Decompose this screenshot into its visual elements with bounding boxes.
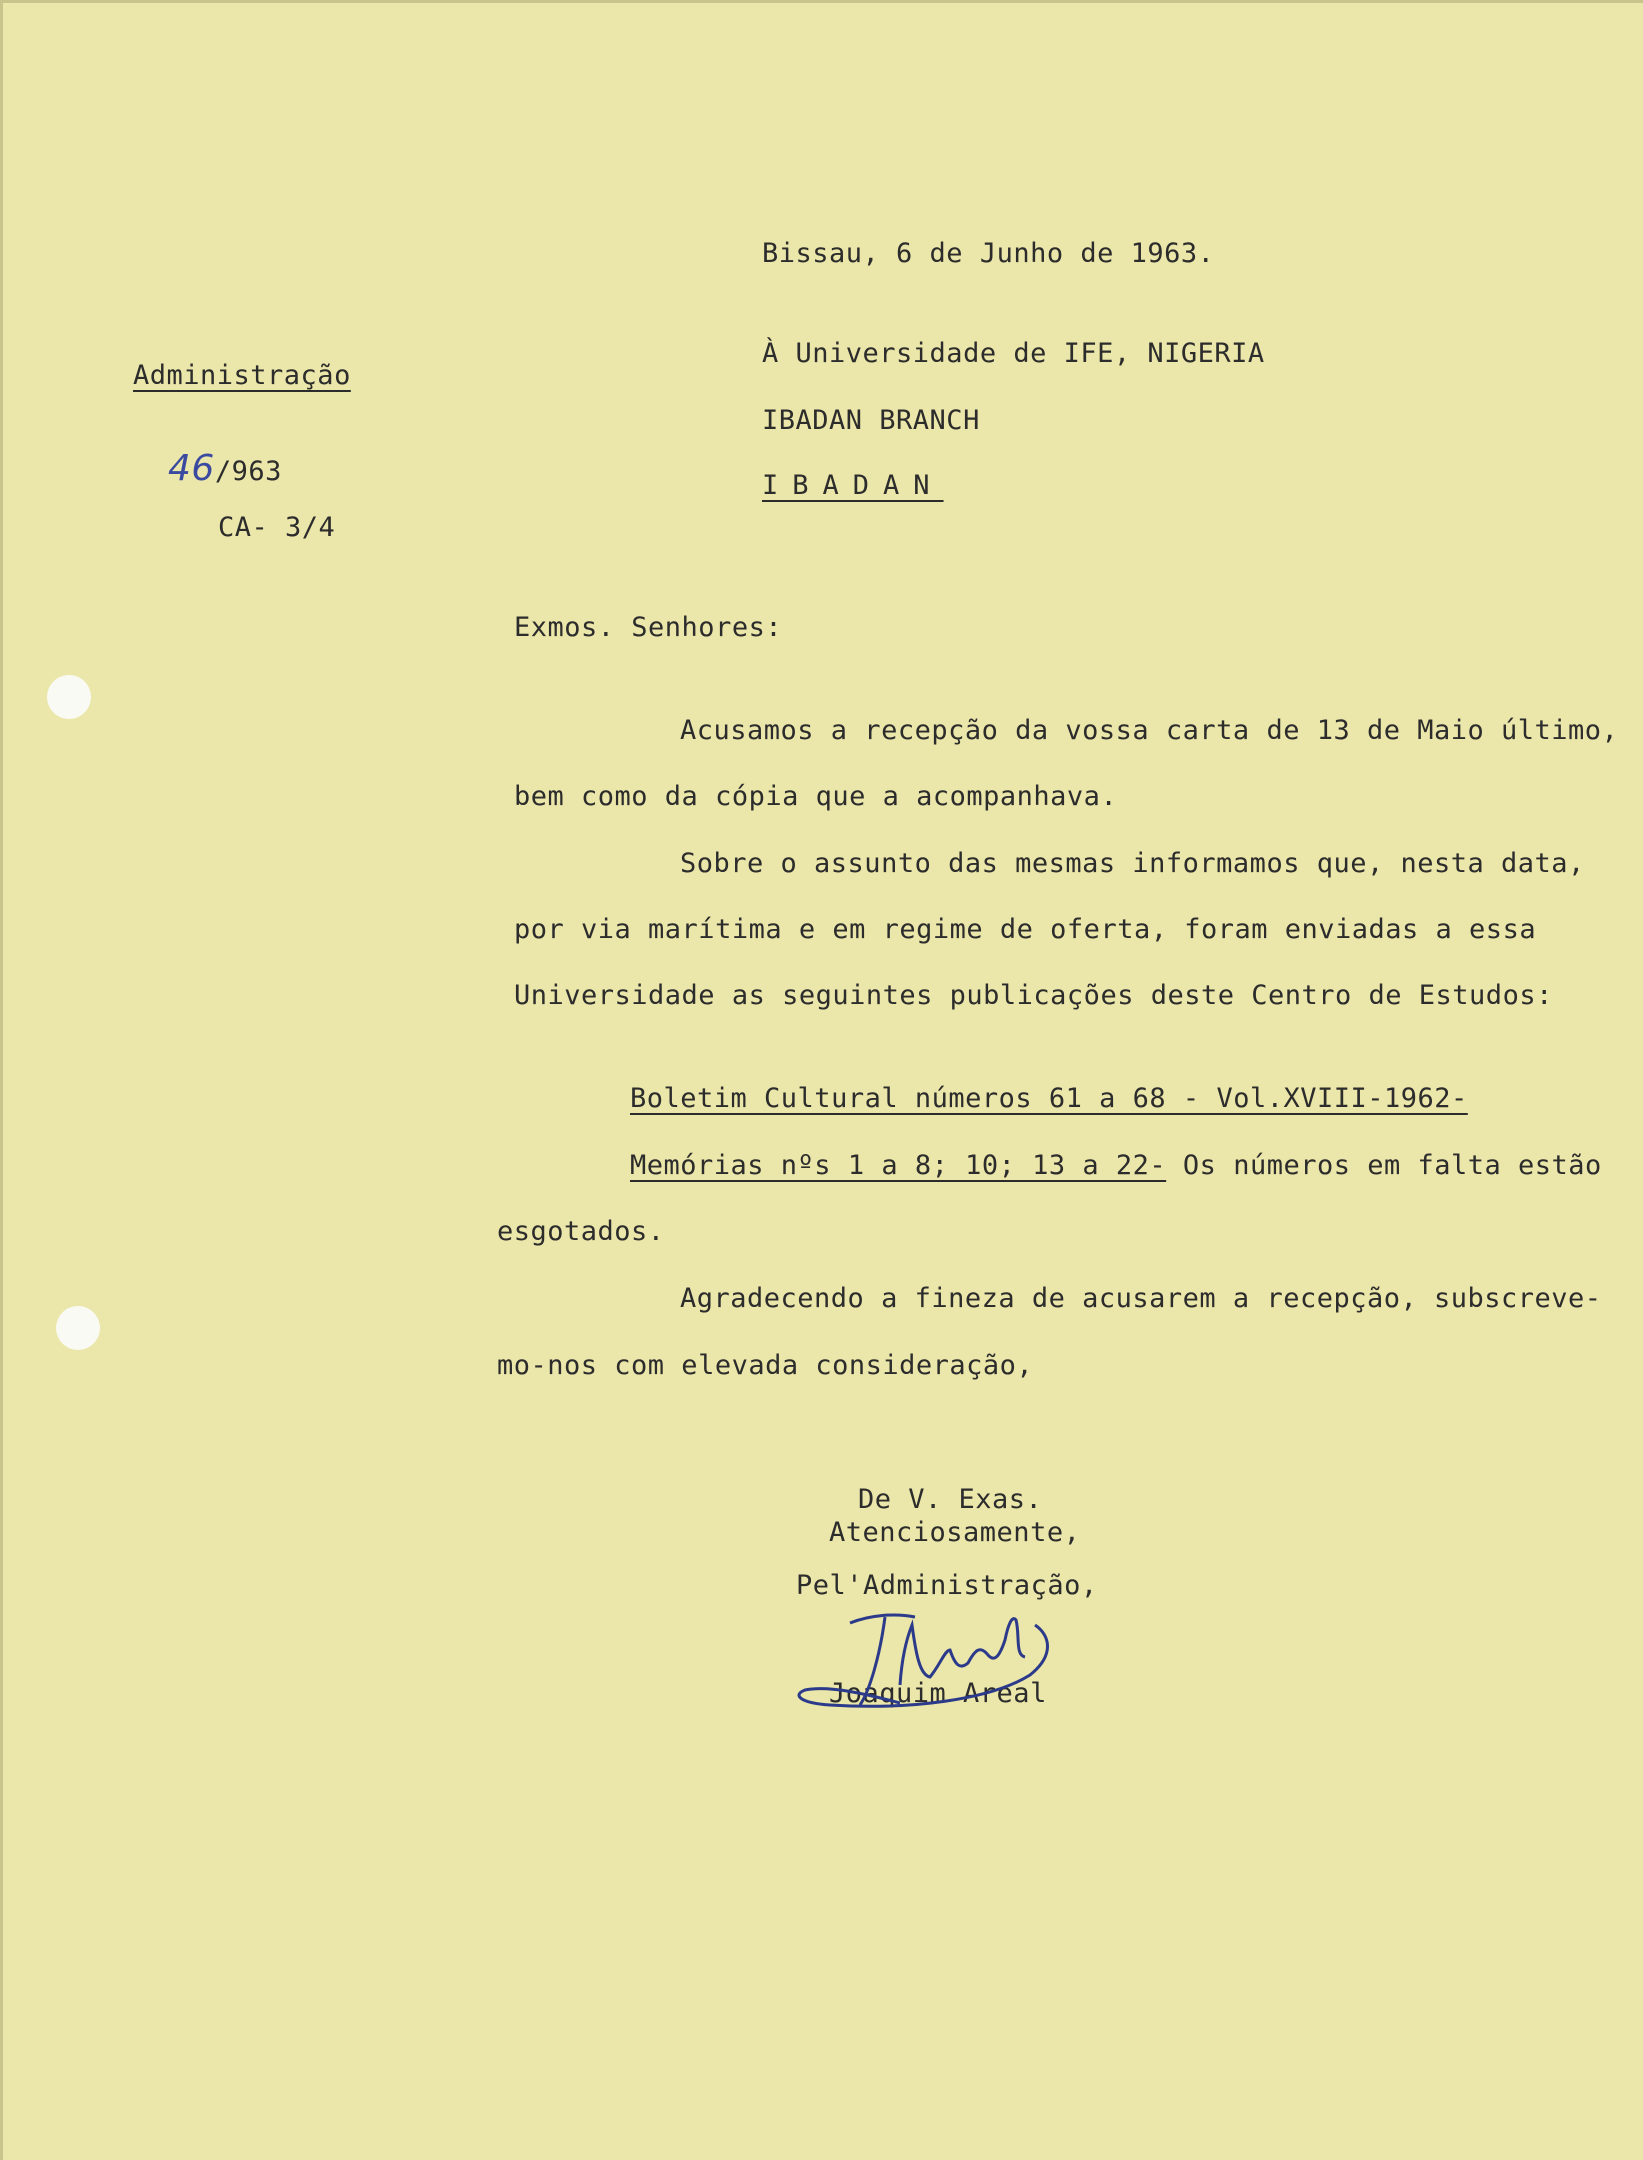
body-line-2: bem como da cópia que a acompanhava. (514, 781, 1118, 812)
handwritten-ref-number: 46 (168, 448, 215, 489)
body-line-4: por via marítima e em regime de oferta, foram enviadas a essa (514, 914, 1537, 945)
body-line-5: Universidade as seguintes publicações deste Centro de Estudos: (514, 980, 1553, 1011)
body-line-1: Acusamos a recepção da vossa carta de 13 de Maio último, (680, 715, 1619, 746)
signoff-line-2: Atenciosamente, (829, 1517, 1081, 1548)
reference-number (168, 448, 282, 489)
publication-item-2 (630, 1150, 1602, 1181)
closing-line-1: Agradecendo a fineza de acusarem a recepção, subscreve- (680, 1283, 1602, 1314)
recipient-line-2: IBADAN BRANCH (762, 405, 980, 436)
department-heading: Administração (133, 360, 351, 391)
page-edge-top (0, 0, 1643, 3)
recipient-line-1: À Universidade de IFE, NIGERIA (762, 338, 1265, 369)
publication-item-1: Boletim Cultural números 61 a 68 - Vol.XVIII-1962- (630, 1083, 1468, 1114)
ref-year: /963 (214, 456, 282, 487)
publication-item-2-note: Os números em falta estão (1166, 1150, 1602, 1181)
body-line-3: Sobre o assunto das mesmas informamos que, nesta data, (680, 848, 1585, 879)
reference-code: CA- 3/4 (218, 512, 336, 543)
salutation: Exmos. Senhores: (514, 612, 783, 643)
signoff-line-3: Pel'Administração, (796, 1570, 1098, 1601)
signoff-line-1: De V. Exas. (858, 1484, 1043, 1515)
closing-line-2: mo-nos com elevada consideração, (497, 1350, 1034, 1381)
punch-hole-lower (56, 1306, 100, 1350)
signer-name: Joaquim Areal (829, 1678, 1047, 1709)
publication-item-2-continuation: esgotados. (497, 1216, 665, 1247)
punch-hole-upper (47, 675, 91, 719)
page-edge-left (0, 0, 3, 2160)
handwritten-signature (790, 1595, 1090, 1720)
date-line: Bissau, 6 de Junho de 1963. (762, 238, 1215, 269)
publication-item-2-title: Memórias nºs 1 a 8; 10; 13 a 22- (630, 1150, 1167, 1181)
recipient-line-3: IBADAN (762, 470, 944, 501)
